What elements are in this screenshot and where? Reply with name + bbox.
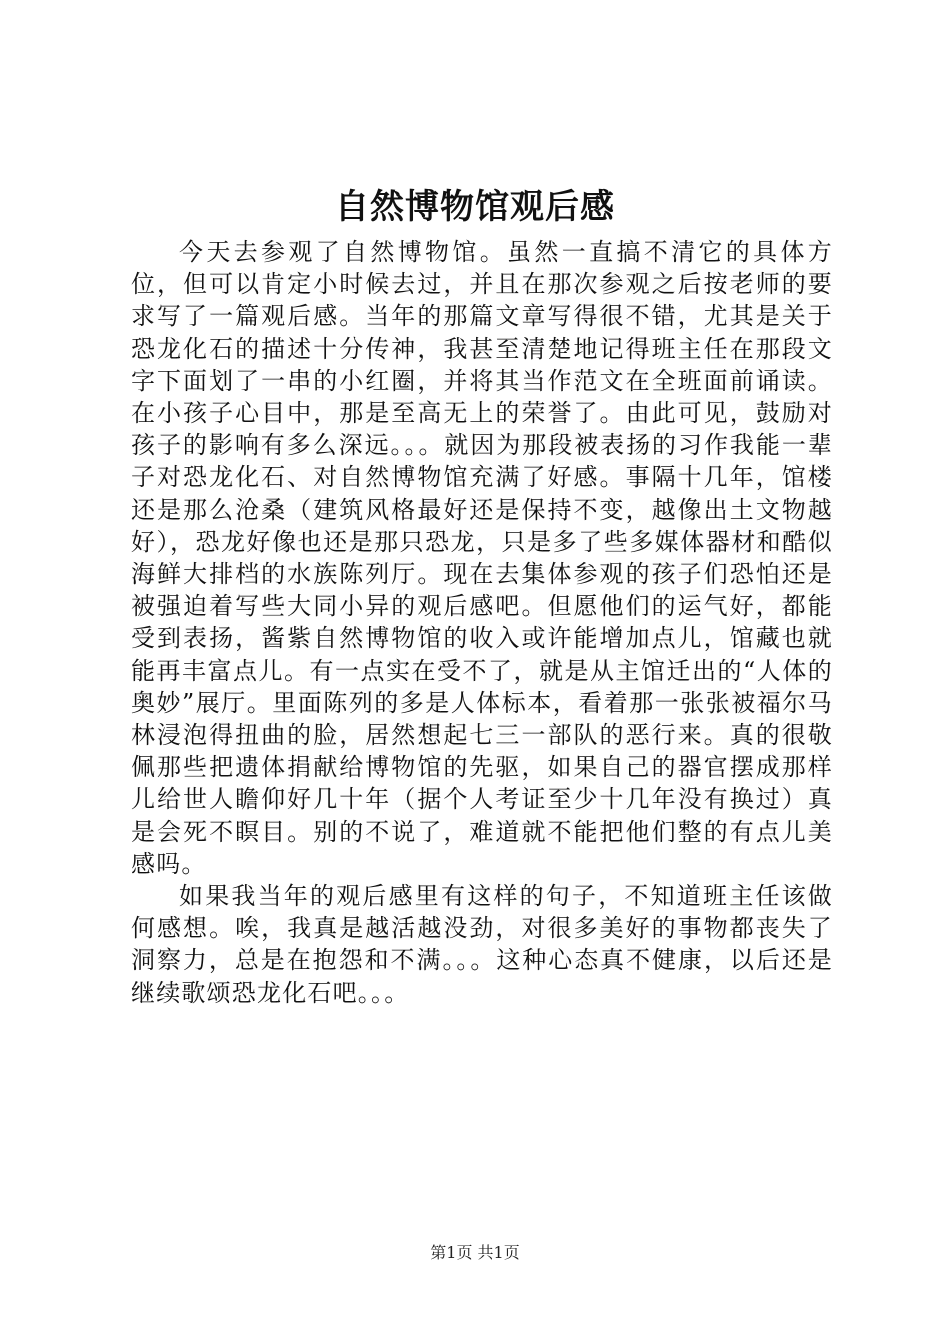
paragraph: 今天去参观了自然博物馆。虽然一直搞不清它的具体方位，但可以肯定小时候去过，并且在那次参观之后按老师的要求写了一篇观后感。当年的那篇文章写得很不错，尤其是关于恐龙化石的描述十分传神，我甚至清楚地记得班主任在那段文字下面划了一串的小红圈，并将其当作范文在全班面前诵读。在小孩子心目中，那是至高无上的荣誉了。由此可见，鼓励对孩子的影响有多么深远。。。就因为那段被表扬的习作我能一辈子对恐龙化石、对自然博物馆充满了好感。事隔十几年，馆楼还是那么沧桑（建筑风格最好还是保持不变，越像出土文物越好），恐龙好像也还是那只恐龙，只是多了些多媒体器材和酷似海鲜大排档的水族陈列厅。现在去集体参观的孩子们恐怕还是被强迫着写些大同小异的观后感吧。但愿他们的运气好，都能受到表扬，酱紫自然博物馆的收入或许能增加点儿，馆藏也就能再丰富点儿。有一点实在受不了，就是从主馆迁出的“人体的奥妙”展厅。里面陈列的多是人体标本，看着那一张张被福尔马林浸泡得扭曲的脸，居然想起七三一部队的恶行来。真的很敬佩那些把遗体捐献给博物馆的先驱，如果自己的器官摆成那样儿给世人瞻仰好几十年（据个人考证至少十几年没有换过）真是会死不瞑目。别的不说了，难道就不能把他们整的有点儿美感吗。 <box>131 238 833 878</box>
paragraph: 如果我当年的观后感里有这样的句子，不知道班主任该做何感想。唉，我真是越活越没劲，对很多美好的事物都丧失了洞察力，总是在抱怨和不满。。。这种心态真不健康，以后还是继续歌颂恐龙化石吧。。。 <box>131 882 833 1007</box>
page-footer: 第1页 共1页 <box>430 1243 520 1262</box>
document-body <box>131 236 833 1009</box>
document-title: 自然博物馆观后感 <box>335 187 615 227</box>
